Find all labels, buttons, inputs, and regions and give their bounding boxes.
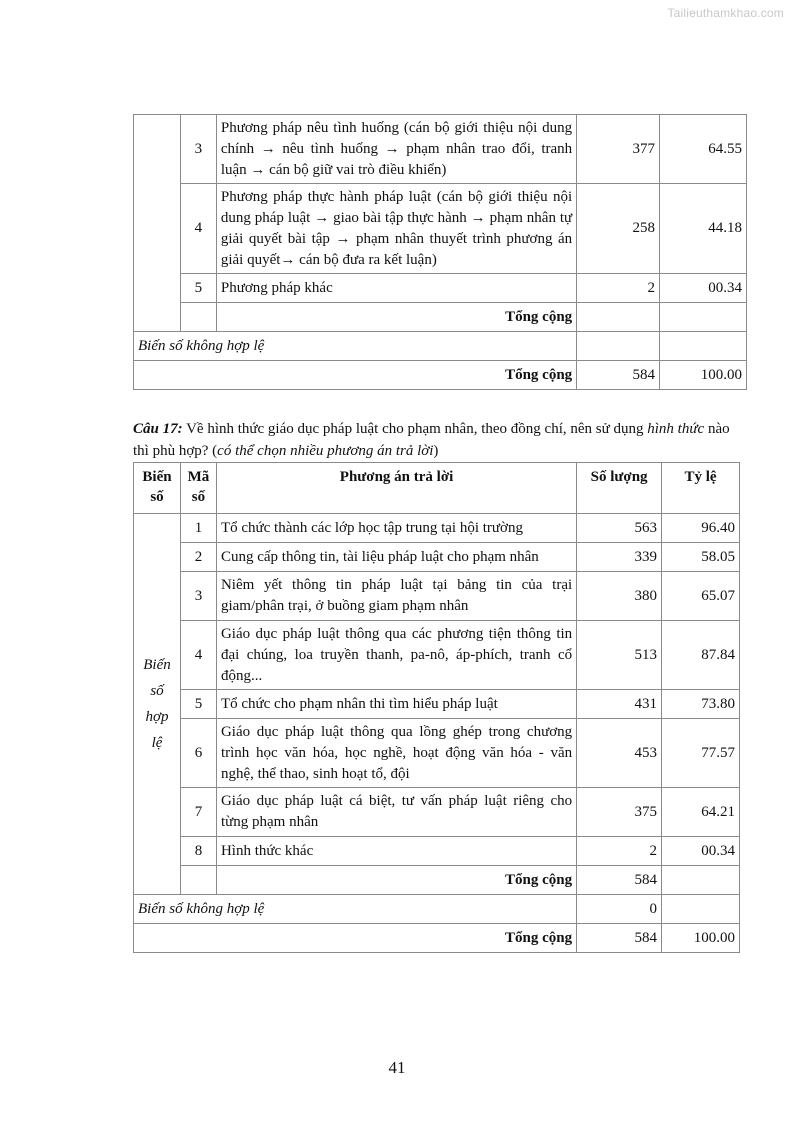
table-row bbox=[134, 274, 747, 303]
invalid-row bbox=[134, 895, 740, 924]
percent-cell: 00.34 bbox=[660, 274, 747, 303]
header-code: Mã số bbox=[180, 463, 216, 514]
percent-cell: 87.84 bbox=[662, 621, 740, 690]
invalid-label: Biến số không hợp lệ bbox=[134, 332, 577, 361]
variable-cell bbox=[134, 115, 181, 332]
percent-cell bbox=[660, 303, 747, 332]
question-17-table bbox=[133, 462, 740, 953]
code-cell: 5 bbox=[180, 274, 216, 303]
valid-label-text: Biến số hợp lệ bbox=[143, 657, 171, 751]
question-text: Về hình thức giáo dục pháp luật cho phạm nhân, theo đồng chí, nên sử dụng bbox=[182, 421, 648, 437]
percent-cell: 58.05 bbox=[662, 543, 740, 572]
header-count: Số lượng bbox=[577, 463, 662, 514]
code-cell: 6 bbox=[180, 719, 216, 788]
code-cell bbox=[180, 303, 216, 332]
percent-cell: 44.18 bbox=[660, 184, 747, 274]
invalid-label: Biến số không hợp lệ bbox=[134, 895, 577, 924]
percent-cell: 65.07 bbox=[662, 572, 740, 621]
count-cell: 2 bbox=[577, 274, 660, 303]
answer-cell: Niêm yết thông tin pháp luật tại bảng tin của trại giam/phân trại, ở buồng giam phạm nhân bbox=[216, 572, 576, 621]
code-cell: 8 bbox=[180, 837, 216, 866]
count-cell: 258 bbox=[577, 184, 660, 274]
invalid-row bbox=[134, 332, 747, 361]
percent-cell: 96.40 bbox=[662, 514, 740, 543]
code-cell: 4 bbox=[180, 184, 216, 274]
answer-cell: Phương pháp khác bbox=[216, 274, 576, 303]
code-cell: 4 bbox=[180, 621, 216, 690]
header-variable: Biến số bbox=[134, 463, 181, 514]
subtotal-label: Tổng cộng bbox=[216, 866, 576, 895]
answer-cell: Tổ chức thành các lớp học tập trung tại hội trường bbox=[216, 514, 576, 543]
answer-cell: Giáo dục pháp luật thông qua lồng ghép trong chương trình học văn hóa, học nghề, hoạt động văn hóa - văn nghệ, thể thao, sinh hoạt tổ, đội bbox=[216, 719, 576, 788]
header-answer: Phương án trả lời bbox=[216, 463, 576, 514]
answer-cell: Hình thức khác bbox=[216, 837, 576, 866]
subtotal-label: Tổng cộng bbox=[216, 303, 576, 332]
watermark: Tailieuthamkhao.com bbox=[667, 6, 784, 20]
percent-cell bbox=[660, 332, 747, 361]
count-cell: 0 bbox=[577, 895, 662, 924]
code-cell: 5 bbox=[180, 690, 216, 719]
count-cell: 2 bbox=[577, 837, 662, 866]
percent-cell bbox=[662, 895, 740, 924]
count-cell bbox=[577, 303, 660, 332]
percent-cell: 77.57 bbox=[662, 719, 740, 788]
code-cell: 2 bbox=[180, 543, 216, 572]
question-text: ) bbox=[433, 443, 439, 459]
valid-variable-label bbox=[134, 514, 181, 895]
count-cell: 431 bbox=[577, 690, 662, 719]
answer-cell: Phương pháp nêu tình huống (cán bộ giới thiệu nội dung chính → nêu tình huống → phạm nhân trao đổi, tranh luận → cán bộ giữ vai trò điều khiển) bbox=[216, 115, 576, 184]
count-cell: 380 bbox=[577, 572, 662, 621]
question-text: nào thì phù hợp? ( bbox=[133, 421, 730, 459]
code-cell bbox=[180, 866, 216, 895]
table-row bbox=[134, 719, 740, 788]
table-row bbox=[134, 115, 747, 184]
header-percent: Tỷ lệ bbox=[662, 463, 740, 514]
answer-cell: Phương pháp thực hành pháp luật (cán bộ giới thiệu nội dung pháp luật → giao bài tập thực hành → phạm nhân tự giải quyết bài tập → phạm nhân thuyết trình phương án giải quyết→ cán bộ đưa ra kết luận) bbox=[216, 184, 576, 274]
count-cell: 513 bbox=[577, 621, 662, 690]
code-cell: 3 bbox=[180, 115, 216, 184]
answer-cell: Cung cấp thông tin, tài liệu pháp luật cho phạm nhân bbox=[216, 543, 576, 572]
percent-cell: 100.00 bbox=[660, 361, 747, 390]
total-row bbox=[134, 361, 747, 390]
page-number: 41 bbox=[388, 1058, 406, 1077]
previous-question-table bbox=[133, 114, 747, 390]
count-cell: 584 bbox=[577, 361, 660, 390]
code-cell: 3 bbox=[180, 572, 216, 621]
count-cell: 584 bbox=[577, 924, 662, 953]
answer-cell: Tổ chức cho phạm nhân thi tìm hiểu pháp luật bbox=[216, 690, 576, 719]
question-label: Câu 17: bbox=[133, 421, 183, 437]
percent-cell: 100.00 bbox=[662, 924, 740, 953]
subtotal-row bbox=[134, 866, 740, 895]
code-cell: 1 bbox=[180, 514, 216, 543]
percent-cell: 64.21 bbox=[662, 788, 740, 837]
table-row bbox=[134, 514, 740, 543]
percent-cell bbox=[662, 866, 740, 895]
table-row bbox=[134, 788, 740, 837]
percent-cell: 00.34 bbox=[662, 837, 740, 866]
count-cell: 453 bbox=[577, 719, 662, 788]
count-cell: 563 bbox=[577, 514, 662, 543]
table-row bbox=[134, 621, 740, 690]
question-17 bbox=[133, 418, 743, 462]
table-row bbox=[134, 837, 740, 866]
code-cell: 7 bbox=[180, 788, 216, 837]
table-row bbox=[134, 184, 747, 274]
subtotal-row bbox=[134, 303, 747, 332]
count-cell: 375 bbox=[577, 788, 662, 837]
percent-cell: 64.55 bbox=[660, 115, 747, 184]
count-cell: 377 bbox=[577, 115, 660, 184]
table-row bbox=[134, 543, 740, 572]
question-note: có thể chọn nhiều phương án trả lời bbox=[217, 443, 434, 459]
answer-cell: Giáo dục pháp luật thông qua các phương tiện thông tin đại chúng, loa truyền thanh, pa-nô, áp-phích, tranh cổ động... bbox=[216, 621, 576, 690]
total-row bbox=[134, 924, 740, 953]
percent-cell: 73.80 bbox=[662, 690, 740, 719]
count-cell bbox=[577, 332, 660, 361]
answer-cell: Giáo dục pháp luật cá biệt, tư vấn pháp luật riêng cho từng phạm nhân bbox=[216, 788, 576, 837]
total-label: Tổng cộng bbox=[134, 361, 577, 390]
question-text-emphasis: hình thức bbox=[647, 421, 705, 437]
total-label: Tổng cộng bbox=[134, 924, 577, 953]
count-cell: 584 bbox=[577, 866, 662, 895]
table-header bbox=[134, 463, 740, 514]
table-row bbox=[134, 690, 740, 719]
table-row bbox=[134, 572, 740, 621]
count-cell: 339 bbox=[577, 543, 662, 572]
